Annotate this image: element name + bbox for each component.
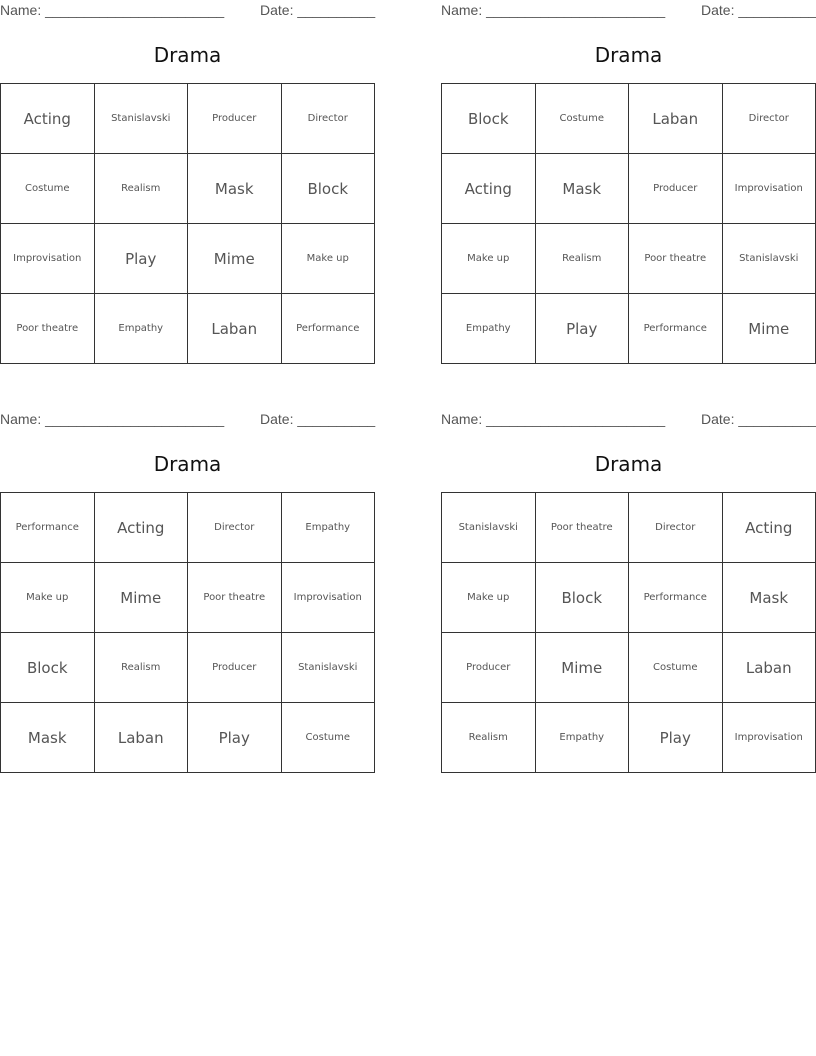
bingo-cell: Play — [95, 224, 189, 294]
bingo-cell: Laban — [188, 294, 282, 364]
bingo-cell: Make up — [442, 563, 536, 633]
bingo-cell: Mask — [1, 703, 95, 773]
bingo-cell: Acting — [1, 84, 95, 154]
bingo-cell: Director — [629, 493, 723, 563]
name-field: Name: _______________________ — [441, 411, 666, 427]
bingo-cell: Performance — [629, 294, 723, 364]
bingo-cell: Make up — [442, 224, 536, 294]
bingo-cell: Producer — [188, 84, 282, 154]
bingo-cell: Empathy — [95, 294, 189, 364]
bingo-cell: Realism — [442, 703, 536, 773]
bingo-cell: Improvisation — [282, 563, 376, 633]
bingo-cell: Play — [536, 294, 630, 364]
bingo-cell: Costume — [282, 703, 376, 773]
date-field: Date: __________ — [701, 411, 816, 427]
bingo-cell: Performance — [629, 563, 723, 633]
bingo-cell: Acting — [95, 493, 189, 563]
bingo-cell: Laban — [723, 633, 816, 703]
bingo-cell: Stanislavski — [282, 633, 376, 703]
bingo-cell: Realism — [536, 224, 630, 294]
bingo-card-3 — [0, 409, 375, 774]
bingo-cell: Mime — [95, 563, 189, 633]
name-field: Name: _______________________ — [0, 411, 225, 427]
bingo-cell: Realism — [95, 633, 189, 703]
bingo-cell: Laban — [629, 84, 723, 154]
bingo-cell: Mask — [188, 154, 282, 224]
bingo-cell: Performance — [282, 294, 376, 364]
bingo-cell: Mime — [723, 294, 816, 364]
bingo-cell: Laban — [95, 703, 189, 773]
bingo-cell: Producer — [188, 633, 282, 703]
date-field: Date: __________ — [260, 411, 376, 427]
bingo-cell: Director — [723, 84, 816, 154]
bingo-cell: Empathy — [536, 703, 630, 773]
bingo-grid — [441, 83, 816, 364]
name-field: Name: _______________________ — [441, 2, 666, 18]
bingo-cell: Stanislavski — [442, 493, 536, 563]
bingo-cell: Costume — [629, 633, 723, 703]
bingo-cell: Acting — [723, 493, 816, 563]
date-field: Date: __________ — [701, 2, 816, 18]
bingo-cell: Costume — [536, 84, 630, 154]
bingo-cell: Make up — [282, 224, 376, 294]
bingo-cell: Block — [1, 633, 95, 703]
bingo-grid — [0, 83, 375, 364]
bingo-cell: Stanislavski — [95, 84, 189, 154]
bingo-grid — [0, 492, 375, 773]
bingo-cell: Poor theatre — [536, 493, 630, 563]
date-field: Date: __________ — [260, 2, 376, 18]
bingo-cell: Mime — [536, 633, 630, 703]
bingo-cell: Improvisation — [723, 154, 816, 224]
bingo-cell: Director — [188, 493, 282, 563]
card-title: Drama — [153, 452, 222, 476]
bingo-cell: Make up — [1, 563, 95, 633]
bingo-cell: Improvisation — [723, 703, 816, 773]
bingo-cell: Mime — [188, 224, 282, 294]
card-title: Drama — [594, 452, 663, 476]
name-field: Name: _______________________ — [0, 2, 225, 18]
bingo-cell: Poor theatre — [1, 294, 95, 364]
bingo-cell: Realism — [95, 154, 189, 224]
bingo-cell: Poor theatre — [188, 563, 282, 633]
bingo-cell: Producer — [442, 633, 536, 703]
bingo-cell: Poor theatre — [629, 224, 723, 294]
bingo-card-2 — [441, 0, 816, 365]
bingo-card-4 — [441, 409, 816, 774]
bingo-cell: Improvisation — [1, 224, 95, 294]
bingo-cell: Mask — [536, 154, 630, 224]
bingo-cell: Costume — [1, 154, 95, 224]
bingo-cell: Block — [536, 563, 630, 633]
bingo-cell: Stanislavski — [723, 224, 816, 294]
card-title: Drama — [153, 43, 222, 67]
bingo-cell: Director — [282, 84, 376, 154]
bingo-cell: Block — [442, 84, 536, 154]
card-title: Drama — [594, 43, 663, 67]
bingo-cell: Empathy — [282, 493, 376, 563]
bingo-card-1 — [0, 0, 375, 365]
bingo-cell: Play — [629, 703, 723, 773]
bingo-grid — [441, 492, 816, 773]
bingo-cell: Play — [188, 703, 282, 773]
bingo-cell: Producer — [629, 154, 723, 224]
card-header — [441, 0, 816, 22]
bingo-cell: Empathy — [442, 294, 536, 364]
bingo-cell: Block — [282, 154, 376, 224]
bingo-cell: Mask — [723, 563, 816, 633]
card-header — [0, 409, 375, 431]
card-header — [0, 0, 375, 22]
bingo-cell: Performance — [1, 493, 95, 563]
card-header — [441, 409, 816, 431]
bingo-cell: Acting — [442, 154, 536, 224]
